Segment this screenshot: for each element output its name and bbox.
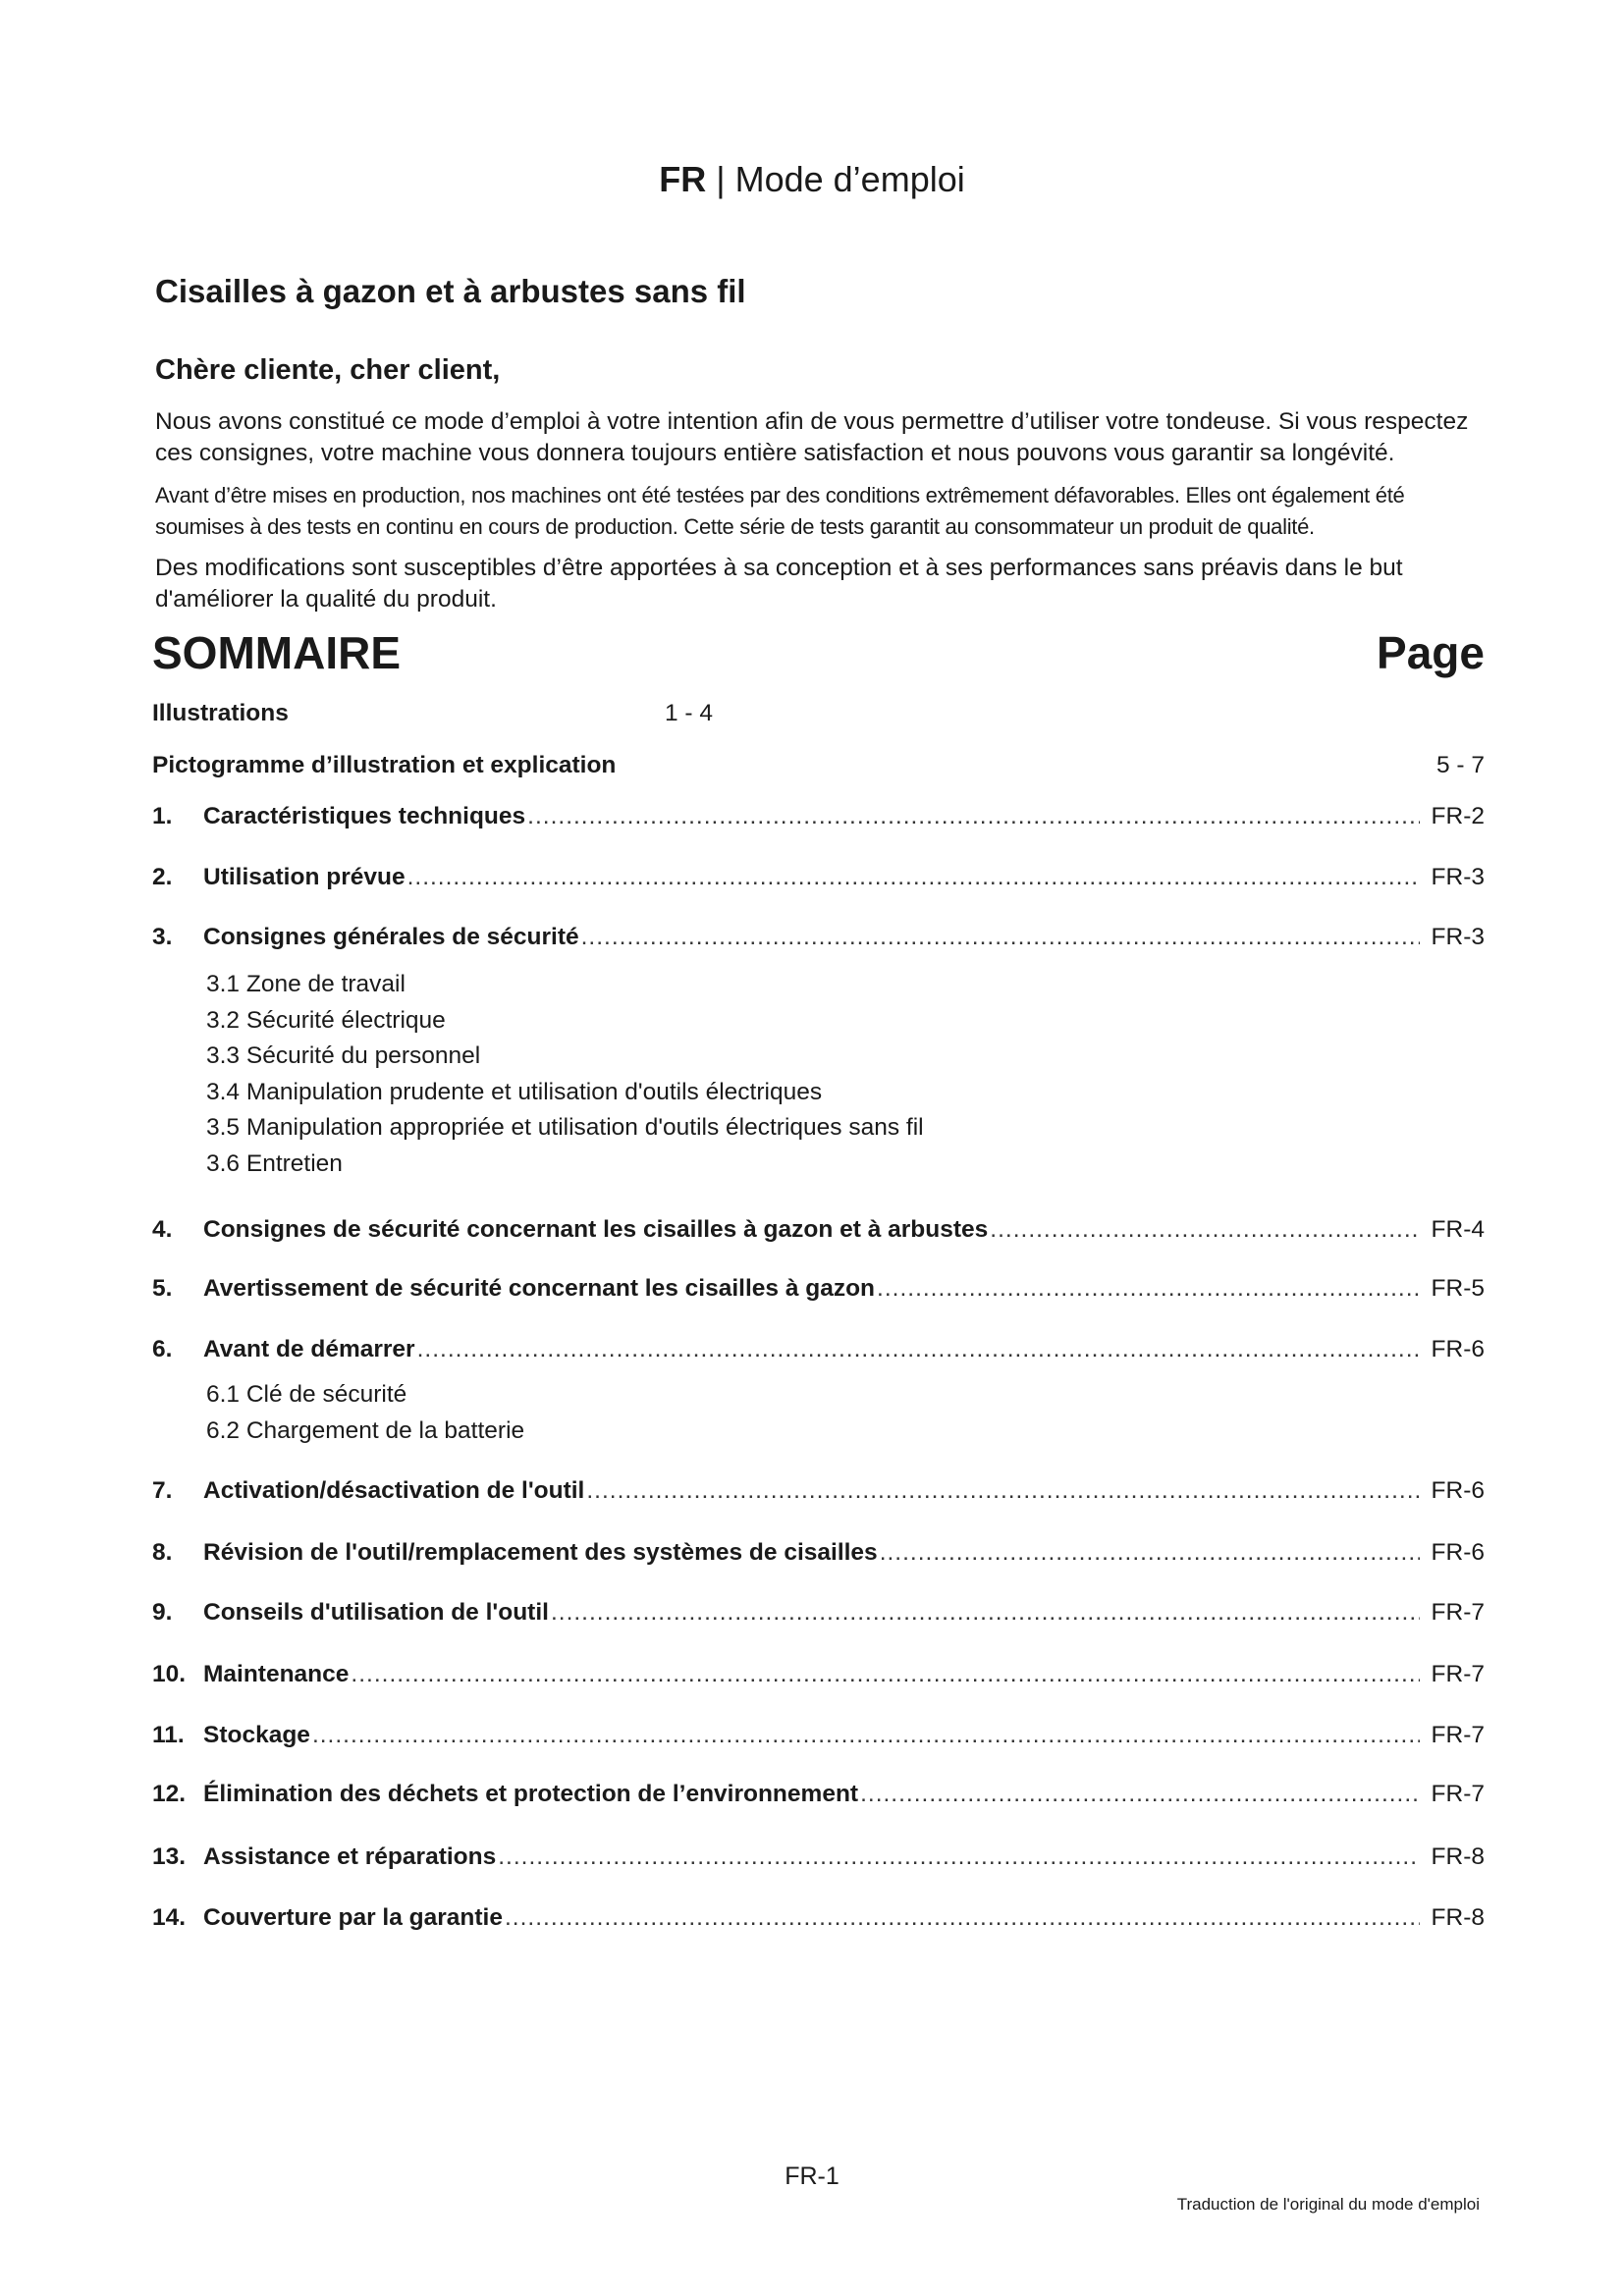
toc-item-page: FR-6 bbox=[1431, 1336, 1485, 1362]
header-title: Mode d’emploi bbox=[734, 159, 965, 199]
toc-item-label: Assistance et réparations bbox=[203, 1843, 497, 1870]
toc-leader-dots bbox=[551, 1599, 1420, 1627]
toc-subsection-list-6 bbox=[206, 1377, 524, 1449]
toc-leader-dots bbox=[498, 1843, 1420, 1871]
page-header bbox=[0, 159, 1624, 199]
toc-item-label: Consignes de sécurité concernant les cisailles à gazon et à arbustes bbox=[203, 1216, 989, 1243]
toc-subitem[interactable]: 3.4 Manipulation prudente et utilisation d'outils électriques bbox=[206, 1078, 823, 1105]
toc-leader-dots bbox=[990, 1216, 1420, 1244]
toc-item-label: Conseils d'utilisation de l'outil bbox=[203, 1599, 549, 1626]
toc-item-number: 14. bbox=[152, 1904, 187, 1931]
language-code: FR bbox=[659, 159, 707, 199]
intro-paragraph-1: Nous avons constitué ce mode d’emploi à votre intention afin de vous permettre d’utiliser votre tondeuse. Si vous respectez ces consignes, votre machine vous donnera toujours entière satisfaction et nous pouvons vous garantir sa longévité. bbox=[155, 408, 1469, 466]
toc-item[interactable] bbox=[152, 864, 1485, 891]
toc-leader-dots bbox=[877, 1275, 1420, 1303]
toc-item[interactable] bbox=[152, 1904, 1485, 1932]
toc-heading: SOMMAIRE bbox=[152, 627, 401, 678]
translation-note: Traduction de l'original du mode d'emploi bbox=[1176, 2195, 1480, 2214]
product-title: Cisailles à gazon et à arbustes sans fil bbox=[155, 273, 746, 309]
header-separator: | bbox=[706, 159, 735, 199]
toc-subitem[interactable]: 3.1 Zone de travail bbox=[206, 971, 406, 997]
greeting: Chère cliente, cher client, bbox=[155, 354, 501, 386]
toc-item-page: FR-6 bbox=[1431, 1477, 1485, 1504]
toc-item-number: 10. bbox=[152, 1661, 187, 1687]
toc-illustrations-label: Illustrations bbox=[152, 700, 289, 726]
toc-item[interactable] bbox=[152, 1599, 1485, 1627]
toc-item-page: FR-2 bbox=[1431, 803, 1485, 829]
page-number: FR-1 bbox=[785, 2163, 839, 2190]
toc-leader-dots bbox=[312, 1722, 1420, 1749]
toc-item-number: 8. bbox=[152, 1539, 173, 1566]
toc-item[interactable] bbox=[152, 1539, 1485, 1567]
toc-subitem[interactable]: 3.5 Manipulation appropriée et utilisation d'outils électriques sans fil bbox=[206, 1114, 924, 1141]
toc-subitem[interactable]: 3.3 Sécurité du personnel bbox=[206, 1042, 481, 1069]
toc-item-page: FR-7 bbox=[1431, 1599, 1485, 1626]
toc-item[interactable] bbox=[152, 1843, 1485, 1871]
toc-leader-dots bbox=[505, 1904, 1420, 1932]
toc-item[interactable] bbox=[152, 1661, 1485, 1688]
toc-item-label: Consignes générales de sécurité bbox=[203, 924, 579, 950]
toc-item-page: FR-7 bbox=[1431, 1661, 1485, 1687]
toc-item[interactable] bbox=[152, 1216, 1485, 1244]
toc-subsection-list-3 bbox=[206, 967, 924, 1182]
toc-item-label: Révision de l'outil/remplacement des systèmes de cisailles bbox=[203, 1539, 878, 1566]
toc-item-number: 6. bbox=[152, 1336, 173, 1362]
toc-page-heading: Page bbox=[1377, 627, 1485, 678]
toc-subitem[interactable]: 6.2 Chargement de la batterie bbox=[206, 1416, 525, 1444]
toc-item-number: 2. bbox=[152, 864, 173, 890]
toc-leader-dots bbox=[351, 1661, 1420, 1688]
toc-item-label: Avertissement de sécurité concernant les cisailles à gazon bbox=[203, 1275, 876, 1302]
toc-illustrations-page: 1 - 4 bbox=[665, 700, 714, 726]
toc-item-number: 12. bbox=[152, 1781, 187, 1807]
toc-item-number: 4. bbox=[152, 1216, 173, 1243]
toc-leader-dots bbox=[586, 1477, 1420, 1505]
intro-paragraph-2: Avant d’être mises en production, nos machines ont été testées par des conditions extrêmement défavorables. Elles ont également été soumises à des tests en continu en cours de production. Cette série de tests garantit au consommateur un produit de qualité. bbox=[155, 483, 1405, 539]
toc-heading-row bbox=[152, 627, 1485, 678]
toc-item-page: FR-7 bbox=[1431, 1781, 1485, 1807]
toc-item-page: FR-3 bbox=[1431, 924, 1485, 950]
toc-item-page: FR-8 bbox=[1431, 1904, 1485, 1931]
toc-item-label: Stockage bbox=[203, 1722, 310, 1748]
toc-item-page: FR-5 bbox=[1431, 1275, 1485, 1302]
toc-item-label: Élimination des déchets et protection de l’environnement bbox=[203, 1781, 859, 1807]
toc-pictogram-row bbox=[152, 752, 1485, 779]
toc-item-number: 11. bbox=[152, 1722, 185, 1748]
toc-pictogram-label: Pictogramme d’illustration et explication bbox=[152, 752, 617, 778]
toc-item-label: Activation/désactivation de l'outil bbox=[203, 1477, 585, 1504]
toc-item-page: FR-3 bbox=[1431, 864, 1485, 890]
toc-item[interactable] bbox=[152, 924, 1485, 951]
toc-illustrations-row bbox=[152, 700, 741, 727]
toc-subitem[interactable]: 3.6 Entretien bbox=[206, 1149, 343, 1177]
intro-paragraph-3: Des modifications sont susceptibles d’être apportées à sa conception et à ses performances sans préavis dans le but d'améliorer la qualité du produit. bbox=[155, 555, 1403, 613]
toc-subitem[interactable]: 6.1 Clé de sécurité bbox=[206, 1381, 407, 1408]
toc-item-number: 1. bbox=[152, 803, 173, 829]
toc-leader-dots bbox=[860, 1781, 1420, 1808]
toc-pictogram-page: 5 - 7 bbox=[1435, 752, 1485, 778]
toc-item[interactable] bbox=[152, 1781, 1485, 1808]
toc-item-number: 3. bbox=[152, 924, 173, 950]
toc-item-page: FR-6 bbox=[1431, 1539, 1485, 1566]
toc-item-label: Maintenance bbox=[203, 1661, 350, 1687]
toc-item-page: FR-7 bbox=[1431, 1722, 1485, 1748]
toc-leader-dots bbox=[880, 1539, 1420, 1567]
toc-item-number: 9. bbox=[152, 1599, 173, 1626]
toc-leader-dots bbox=[407, 864, 1420, 891]
toc-item-label: Couverture par la garantie bbox=[203, 1904, 503, 1931]
toc-item-page: FR-8 bbox=[1431, 1843, 1485, 1870]
toc-leader-dots bbox=[417, 1336, 1420, 1363]
toc-leader-dots bbox=[527, 803, 1420, 830]
toc-item-label: Avant de démarrer bbox=[203, 1336, 415, 1362]
toc-item-label: Caractéristiques techniques bbox=[203, 803, 526, 829]
toc-leader-dots bbox=[581, 924, 1420, 951]
toc-item-number: 13. bbox=[152, 1843, 187, 1870]
toc-item-label: Utilisation prévue bbox=[203, 864, 406, 890]
toc-item[interactable] bbox=[152, 1336, 1485, 1363]
toc-item[interactable] bbox=[152, 803, 1485, 830]
toc-item[interactable] bbox=[152, 1275, 1485, 1303]
toc-item[interactable] bbox=[152, 1477, 1485, 1505]
toc-item-number: 5. bbox=[152, 1275, 173, 1302]
toc-subitem[interactable]: 3.2 Sécurité électrique bbox=[206, 1006, 446, 1034]
toc-item[interactable] bbox=[152, 1722, 1485, 1749]
toc-item-number: 7. bbox=[152, 1477, 173, 1504]
toc-item-page: FR-4 bbox=[1431, 1216, 1485, 1243]
